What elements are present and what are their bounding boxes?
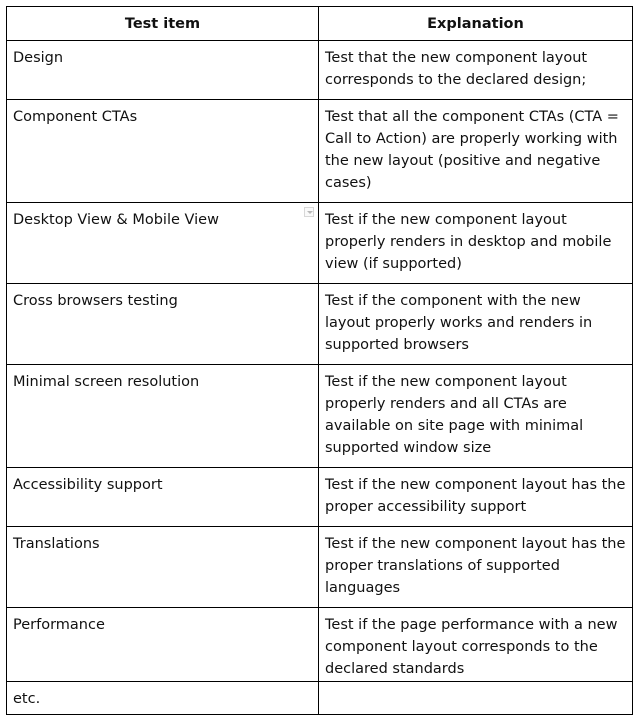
explanation-text: Test if the new component layout has the proper translations of supported languages: [325, 536, 626, 596]
table-row: [7, 41, 633, 100]
test-item-cell[interactable]: [7, 100, 319, 203]
test-items-table: [6, 6, 633, 715]
table-row: [7, 608, 633, 682]
test-item-label: etc.: [13, 691, 41, 707]
table-row: [7, 468, 633, 527]
explanation-cell[interactable]: [319, 468, 633, 527]
test-item-cell[interactable]: [7, 284, 319, 365]
table-row: [7, 682, 633, 715]
table-row: [7, 284, 633, 365]
explanation-cell[interactable]: [319, 527, 633, 608]
table-row: [7, 100, 633, 203]
explanation-text: Test if the new component layout has the proper accessibility support: [325, 477, 626, 515]
test-item-cell-content: [13, 47, 312, 69]
test-item-cell-content: [13, 614, 312, 636]
test-item-cell-content: [13, 688, 312, 710]
test-item-cell-content: [13, 290, 312, 312]
explanation-cell[interactable]: [319, 365, 633, 468]
explanation-cell[interactable]: [319, 41, 633, 100]
explanation-cell[interactable]: [319, 203, 633, 284]
test-item-label: Translations: [13, 536, 100, 552]
table-row: [7, 527, 633, 608]
test-item-label: Desktop View & Mobile View: [13, 212, 219, 228]
test-item-cell-content: [13, 371, 312, 393]
explanation-cell[interactable]: [319, 284, 633, 365]
test-item-cell[interactable]: [7, 41, 319, 100]
test-item-cell[interactable]: [7, 682, 319, 715]
header-explanation: Explanation: [319, 7, 633, 41]
table-header-row: [7, 7, 633, 41]
test-item-label: Component CTAs: [13, 109, 138, 125]
chevron-down-icon[interactable]: [304, 207, 314, 217]
explanation-cell[interactable]: [319, 608, 633, 682]
test-item-label: Accessibility support: [13, 477, 163, 493]
test-item-cell-content: [13, 533, 312, 555]
table-row: [7, 203, 633, 284]
test-item-label: Cross browsers testing: [13, 293, 178, 309]
explanation-cell[interactable]: [319, 100, 633, 203]
explanation-text: Test if the page performance with a new component layout corresponds to the declared standards: [325, 617, 618, 677]
header-test-item: Test item: [7, 7, 319, 41]
test-item-cell[interactable]: [7, 527, 319, 608]
explanation-text: Test if the new component layout properly renders in desktop and mobile view (if supported): [325, 212, 612, 272]
test-item-cell[interactable]: [7, 468, 319, 527]
test-item-cell-content: [13, 209, 312, 231]
test-item-cell[interactable]: [7, 203, 319, 284]
test-item-label: Design: [13, 50, 64, 66]
test-item-cell-content: [13, 106, 312, 128]
explanation-text: Test if the component with the new layout properly works and renders in supported browsers: [325, 293, 593, 353]
test-item-cell[interactable]: [7, 365, 319, 468]
test-item-cell-content: [13, 474, 312, 496]
test-item-label: Minimal screen resolution: [13, 374, 200, 390]
explanation-text: Test that the new component layout corresponds to the declared design;: [325, 50, 588, 88]
table-row: [7, 365, 633, 468]
explanation-text: Test that all the component CTAs (CTA = Call to Action) are properly working with the new layout (positive and negative cases): [325, 109, 619, 191]
test-item-label: Performance: [13, 617, 105, 633]
test-item-cell[interactable]: [7, 608, 319, 682]
explanation-text: Test if the new component layout properly renders and all CTAs are available on site page with minimal supported window size: [325, 374, 584, 456]
explanation-cell[interactable]: [319, 682, 633, 715]
